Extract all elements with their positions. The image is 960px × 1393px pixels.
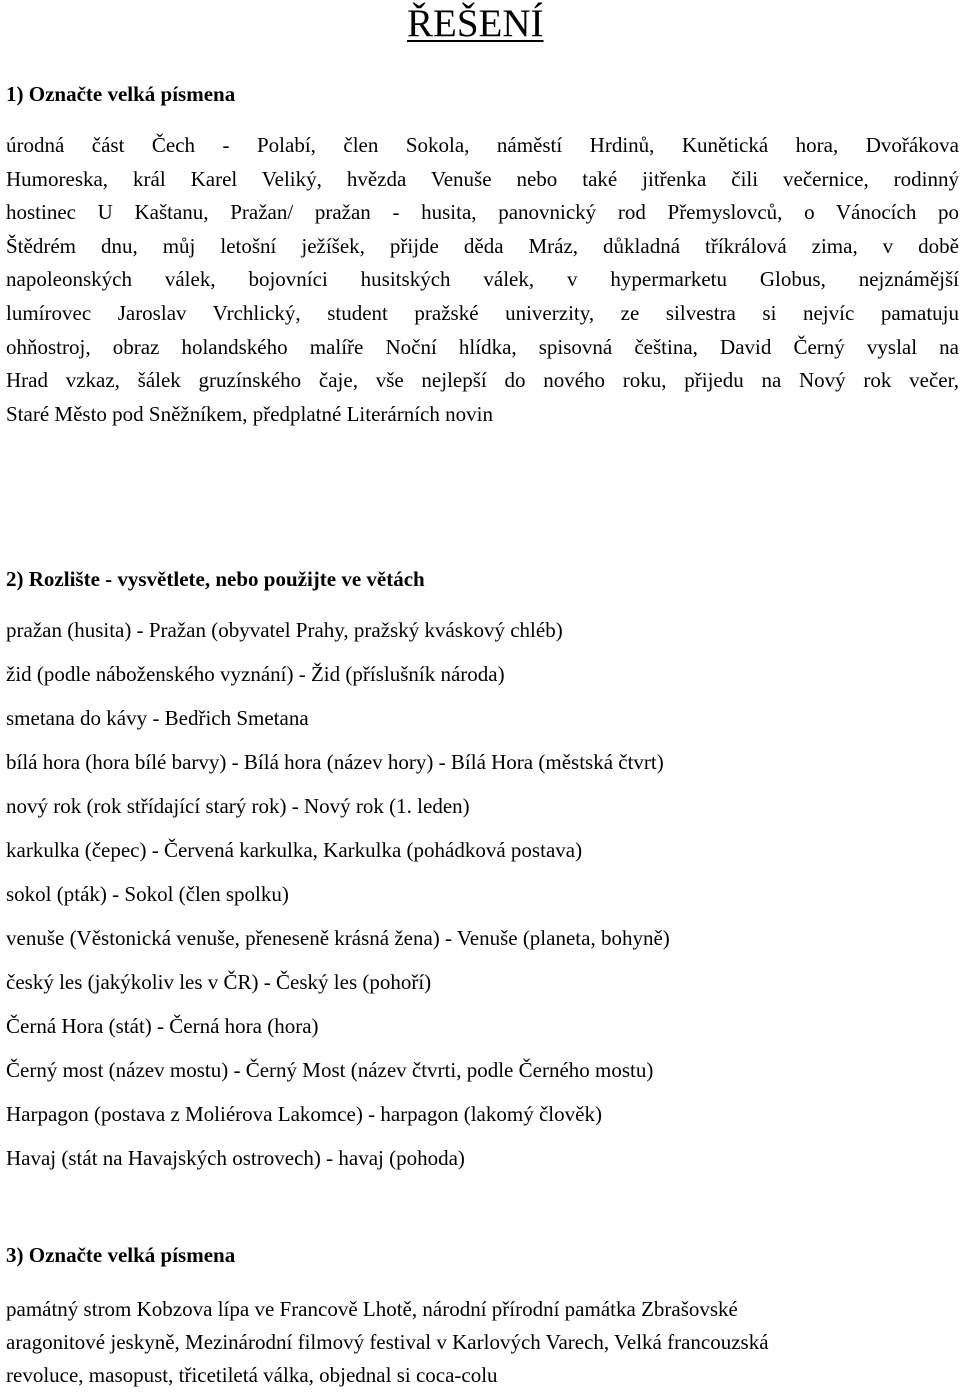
paragraph-line: úrodná část Čech - Polabí, člen Sokola, náměstí Hrdinů, Kunětická hora, Dvořákova [6, 133, 959, 157]
list-item: sokol (pták) - Sokol (člen spolku) [6, 882, 289, 906]
list-item: smetana do kávy - Bedřich Smetana [6, 706, 309, 730]
list-item: karkulka (čepec) - Červená karkulka, Karkulka (pohádková postava) [6, 838, 583, 862]
paragraph-line: lumírovec Jaroslav Vrchlický, student pražské univerzity, ze silvestra si nejvíc pamatuju [6, 300, 959, 325]
list-item: venuše (Věstonická venuše, přeneseně krásná žena) - Venuše (planeta, bohyně) [6, 926, 670, 950]
paragraph-line: napoleonských válek, bojovníci husitských válek, v hypermarketu Globus, nejznámější [6, 267, 959, 292]
paragraph-line: památný strom Kobzova lípa ve Francově Lhotě, národní přírodní památka Zbrašovské [6, 1297, 738, 1321]
paragraph-line: Humoreska, král Karel Veliký, hvězda Venuše nebo také jitřenka čili večernice, rodinný [6, 166, 959, 191]
list-item: bílá hora (hora bílé barvy) - Bílá hora (název hory) - Bílá Hora (městská čtvrt) [6, 750, 664, 774]
list-item: český les (jakýkoliv les v ČR) - Český les (pohoří) [6, 970, 432, 994]
list-item: Harpagon (postava z Moliérova Lakomce) - harpagon (lakomý člověk) [6, 1102, 602, 1126]
paragraph-line: aragonitové jeskyně, Mezinárodní filmový festival v Karlových Varech, Velká francouzská [6, 1330, 769, 1354]
paragraph-line: Staré Město pod Sněžníkem, předplatné Literárních novin [6, 401, 493, 426]
paragraph-line: revoluce, masopust, třicetiletá válka, objednal si coca-colu [6, 1363, 498, 1387]
paragraph-line: Štědrém dnu, můj letošní ježíšek, přijde děda Mráz, důkladná tříkrálová zima, v době [6, 233, 959, 258]
section-1-paragraph [6, 129, 959, 431]
page-title: ŘEŠENÍ [407, 2, 544, 45]
paragraph-line: Hrad vzkaz, šálek gruzínského čaje, vše nejlepší do nového roku, přijedu na Nový rok večer, [6, 368, 959, 393]
section-2-list [6, 617, 956, 1189]
list-item: Černý most (název mostu) - Černý Most (název čtvrti, podle Černého mostu) [6, 1058, 654, 1082]
section-3-paragraph [6, 1293, 959, 1392]
paragraph-line: ohňostroj, obraz holandského malíře Noční hlídka, spisovná čeština, David Černý vyslal na [6, 334, 959, 359]
list-item: nový rok (rok střídající starý rok) - Nový rok (1. leden) [6, 794, 470, 818]
list-item: Černá Hora (stát) - Černá hora (hora) [6, 1014, 319, 1038]
list-item: žid (podle náboženského vyznání) - Žid (příslušník národa) [6, 662, 505, 686]
section-2-heading: 2) Rozlište - vysvětlete, nebo použijte ve větách [6, 567, 425, 591]
section-3-heading: 3) Označte velká písmena [6, 1243, 236, 1267]
list-item: pražan (husita) - Pražan (obyvatel Prahy, pražský kváskový chléb) [6, 618, 563, 642]
paragraph-line: hostinec U Kaštanu, Pražan/ pražan - husita, panovnický rod Přemyslovců, o Vánocích po [6, 200, 959, 225]
list-item: Havaj (stát na Havajských ostrovech) - havaj (pohoda) [6, 1146, 465, 1170]
section-1-heading: 1) Označte velká písmena [6, 82, 236, 106]
